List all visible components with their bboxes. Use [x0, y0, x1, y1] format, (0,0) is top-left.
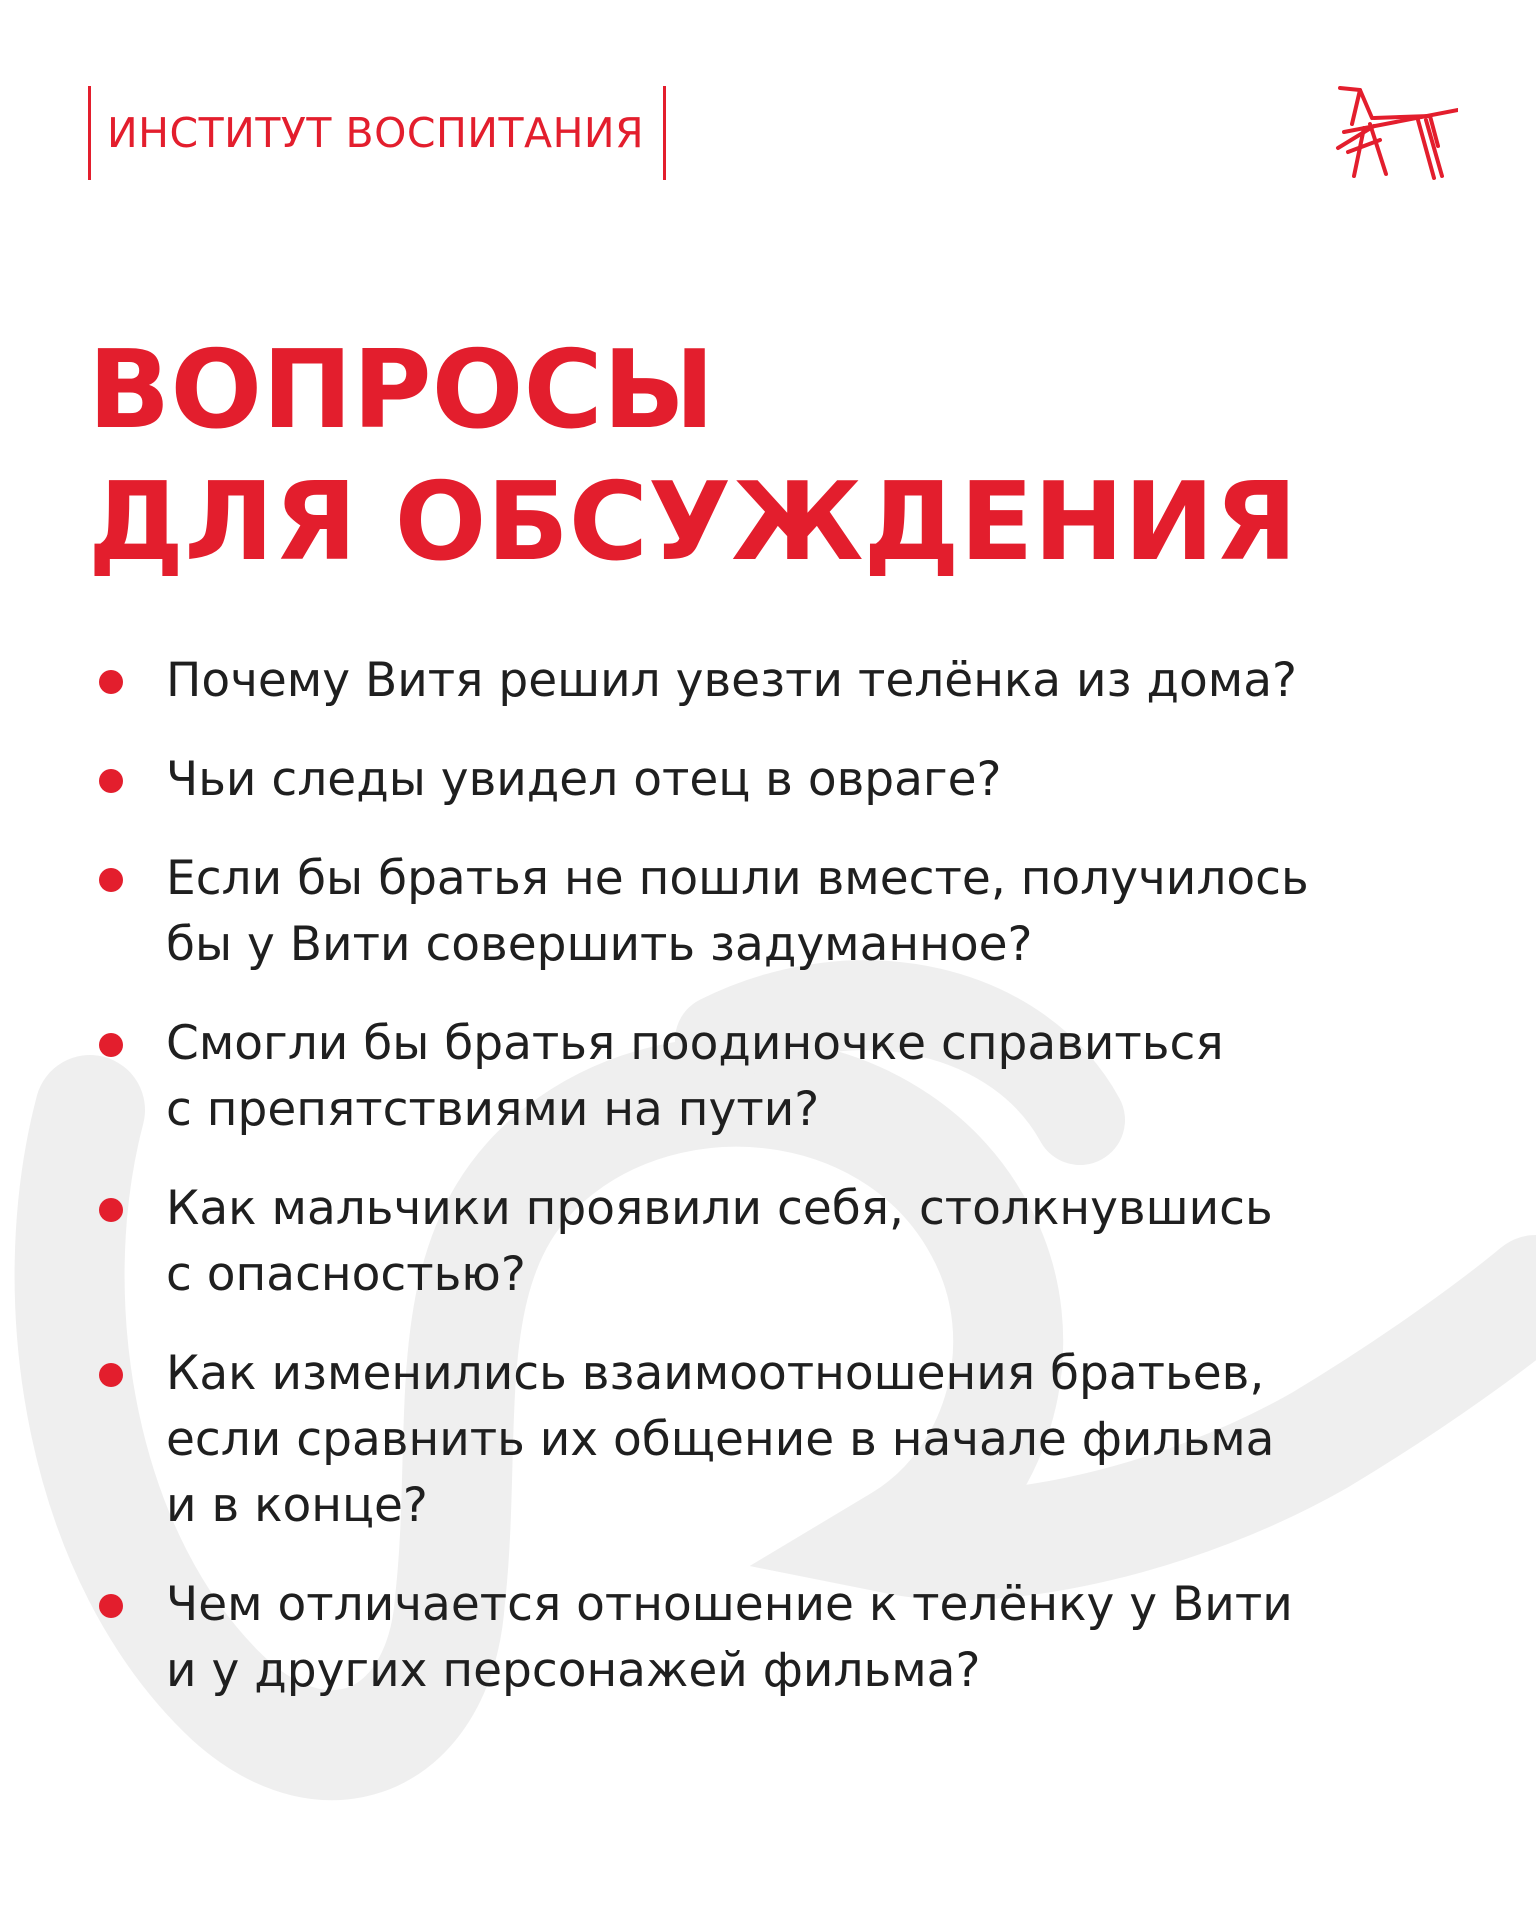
question-text: Как мальчики проявили себя, столкнувшись с опасностью? [166, 1181, 1273, 1302]
organization-name: ИНСТИТУТ ВОСПИТАНИЯ [107, 109, 645, 157]
question-text: Если бы братья не пошли вместе, получилось бы у Вити совершить задуманное? [166, 851, 1309, 972]
header-right-divider [663, 86, 666, 180]
list-item [90, 846, 1490, 978]
bullet-dot-icon [99, 1198, 123, 1222]
list-item [90, 1341, 1490, 1539]
list-item [90, 1176, 1490, 1308]
list-item [90, 648, 1490, 714]
list-item [90, 747, 1490, 813]
list-item [90, 1572, 1490, 1704]
question-text: Почему Витя решил увезти телёнка из дома? [166, 653, 1297, 708]
page-title [88, 325, 1297, 589]
question-text: Чем отличается отношение к телёнку у Вити и у других персонажей фильма? [166, 1577, 1293, 1698]
questions-list [90, 648, 1490, 1737]
bullet-dot-icon [99, 1033, 123, 1057]
question-text: Чьи следы увидел отец в овраге? [166, 752, 1002, 807]
bullet-dot-icon [99, 1594, 123, 1618]
page-title-line2: ДЛЯ ОБСУЖДЕНИЯ [88, 460, 1298, 585]
horse-logo-icon [1334, 84, 1458, 184]
bullet-dot-icon [99, 670, 123, 694]
organization-header [88, 86, 666, 180]
bullet-dot-icon [99, 868, 123, 892]
bullet-dot-icon [99, 769, 123, 793]
page-title-line1: ВОПРОСЫ [88, 328, 715, 453]
bullet-dot-icon [99, 1363, 123, 1387]
question-text: Смогли бы братья поодиночке справиться с препятствиями на пути? [166, 1016, 1224, 1137]
question-text: Как изменились взаимоотношения братьев, если сравнить их общение в начале фильма и в конце? [166, 1346, 1275, 1533]
list-item [90, 1011, 1490, 1143]
